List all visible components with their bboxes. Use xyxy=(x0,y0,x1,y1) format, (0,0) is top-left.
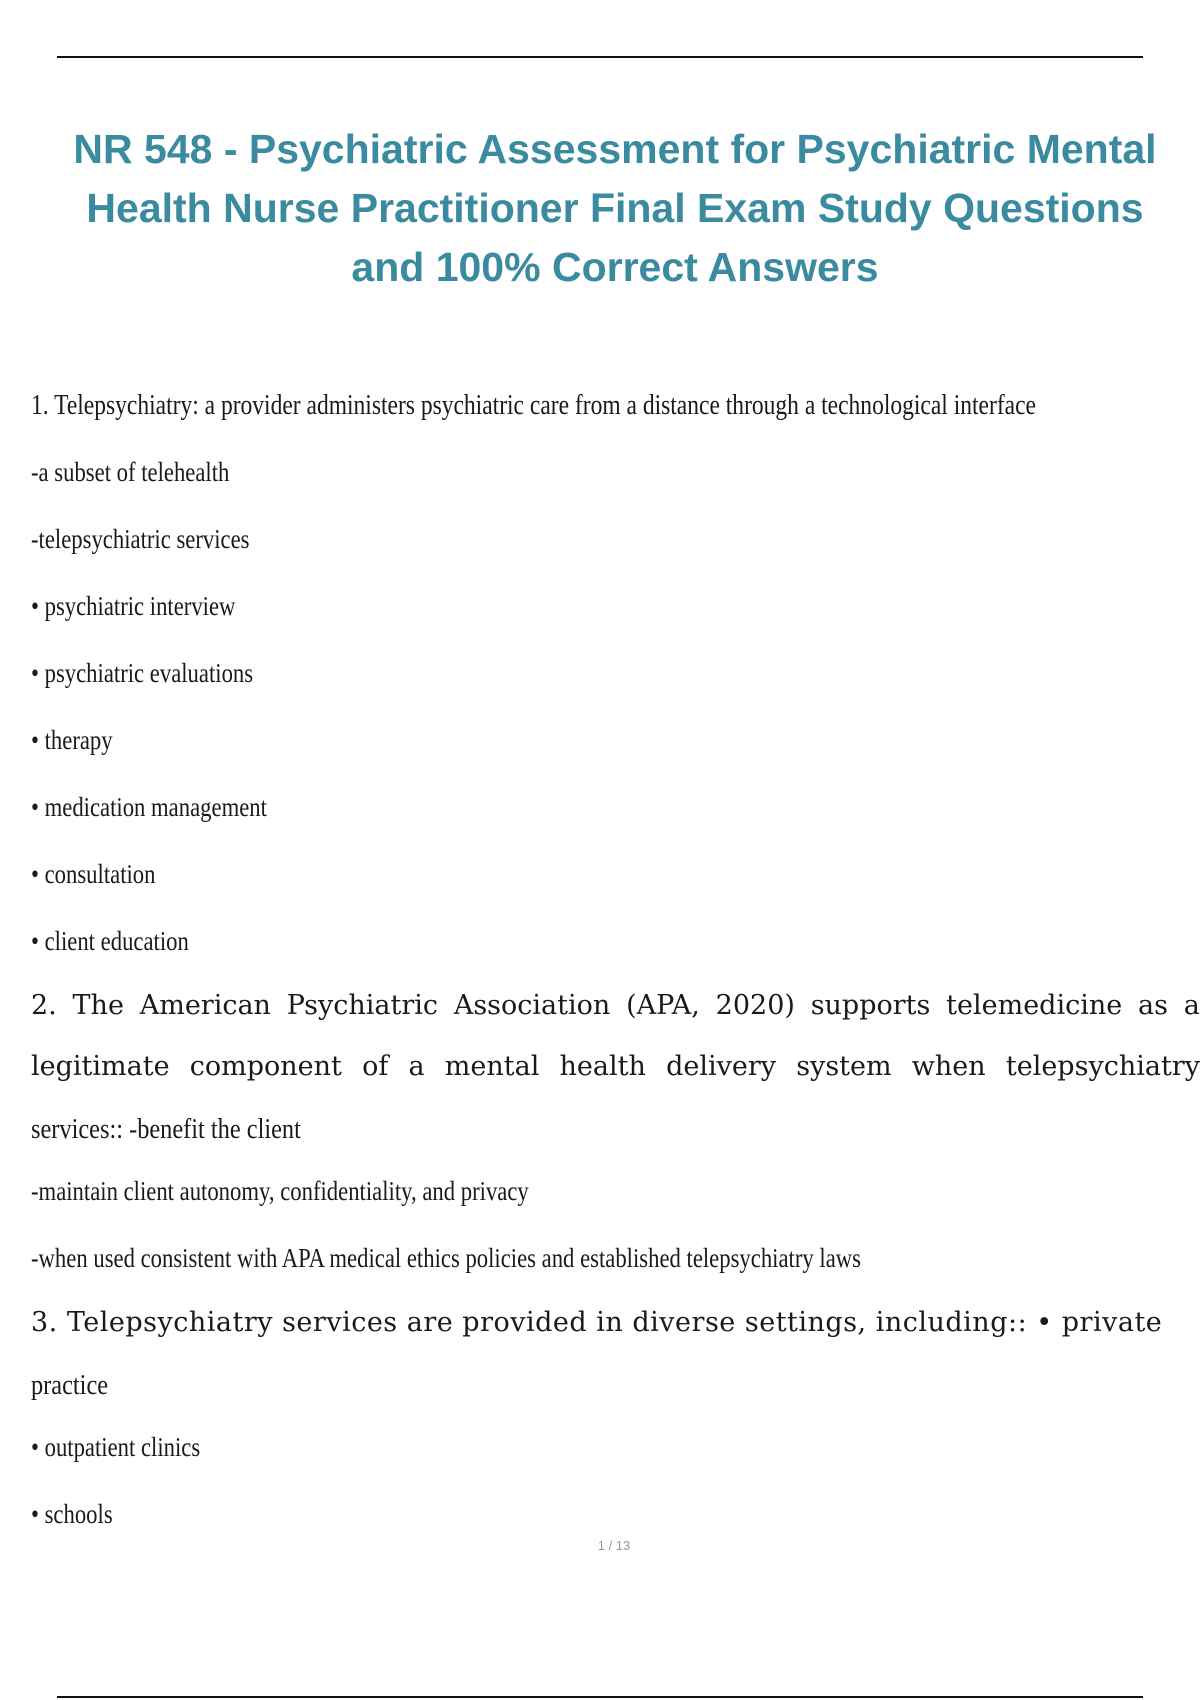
word: telemedicine xyxy=(946,990,1123,1021)
word: supports xyxy=(810,990,931,1021)
word: Psychiatric xyxy=(286,990,439,1021)
word: delivery xyxy=(666,1051,777,1082)
q2-question-line-2 xyxy=(31,1051,1200,1082)
word: as xyxy=(1138,990,1168,1021)
bottom-rule xyxy=(57,1696,1143,1698)
word: of xyxy=(362,1051,389,1082)
page-number: 1 / 13 xyxy=(597,1538,631,1553)
word: (APA, xyxy=(626,990,700,1021)
q1-answer-line: • psychiatric interview xyxy=(31,591,236,621)
q1-answer-line: -a subset of telehealth xyxy=(31,457,230,487)
title-line-2: Health Nurse Practitioner Final Exam Study Questions xyxy=(86,185,1144,231)
top-rule xyxy=(57,56,1143,58)
q2-question-line-3: services:: -benefit the client xyxy=(31,1113,301,1145)
title-line-3: and 100% Correct Answers xyxy=(351,244,879,290)
word: 2020) xyxy=(715,990,795,1021)
title-line-1: NR 548 - Psychiatric Assessment for Psychiatric Mental xyxy=(73,126,1157,172)
q2-question-line-1 xyxy=(31,990,1200,1021)
word: American xyxy=(139,990,271,1021)
word: when xyxy=(911,1051,986,1082)
word: mental xyxy=(444,1051,540,1082)
q1-answer-line: • consultation xyxy=(31,859,156,889)
q2-answer-line: -maintain client autonomy, confidentiality, and privacy xyxy=(31,1176,529,1206)
word: 2. xyxy=(31,990,57,1021)
word: health xyxy=(559,1051,646,1082)
q3-answer-line: • outpatient clinics xyxy=(31,1432,201,1462)
word: a xyxy=(408,1051,425,1082)
q3-question-line-2: practice xyxy=(31,1369,109,1401)
q1-answer-line: • client education xyxy=(31,926,189,956)
q1-answer-line: -telepsychiatric services xyxy=(31,524,250,554)
word: component xyxy=(189,1051,342,1082)
word: telepsychiatry xyxy=(1005,1051,1200,1082)
word: The xyxy=(72,990,124,1021)
word: system xyxy=(796,1051,892,1082)
word: legitimate xyxy=(31,1051,170,1082)
q3-question-line-1: 3. Telepsychiatry services are provided in diverse settings, including:: • private xyxy=(31,1307,1163,1338)
q1-answer-line: • medication management xyxy=(31,792,267,822)
q1-answer-line: • therapy xyxy=(31,725,113,755)
q3-answer-line: • schools xyxy=(31,1499,113,1529)
q1-answer-line: • psychiatric evaluations xyxy=(31,658,254,688)
word: a xyxy=(1183,990,1200,1021)
q2-answer-line: -when used consistent with APA medical ethics policies and established telepsychiatry laws xyxy=(31,1243,861,1273)
q1-question: 1. Telepsychiatry: a provider administers psychiatric care from a distance through a technological interface xyxy=(31,390,1036,421)
document-title xyxy=(30,120,1200,297)
word: Association xyxy=(453,990,611,1021)
